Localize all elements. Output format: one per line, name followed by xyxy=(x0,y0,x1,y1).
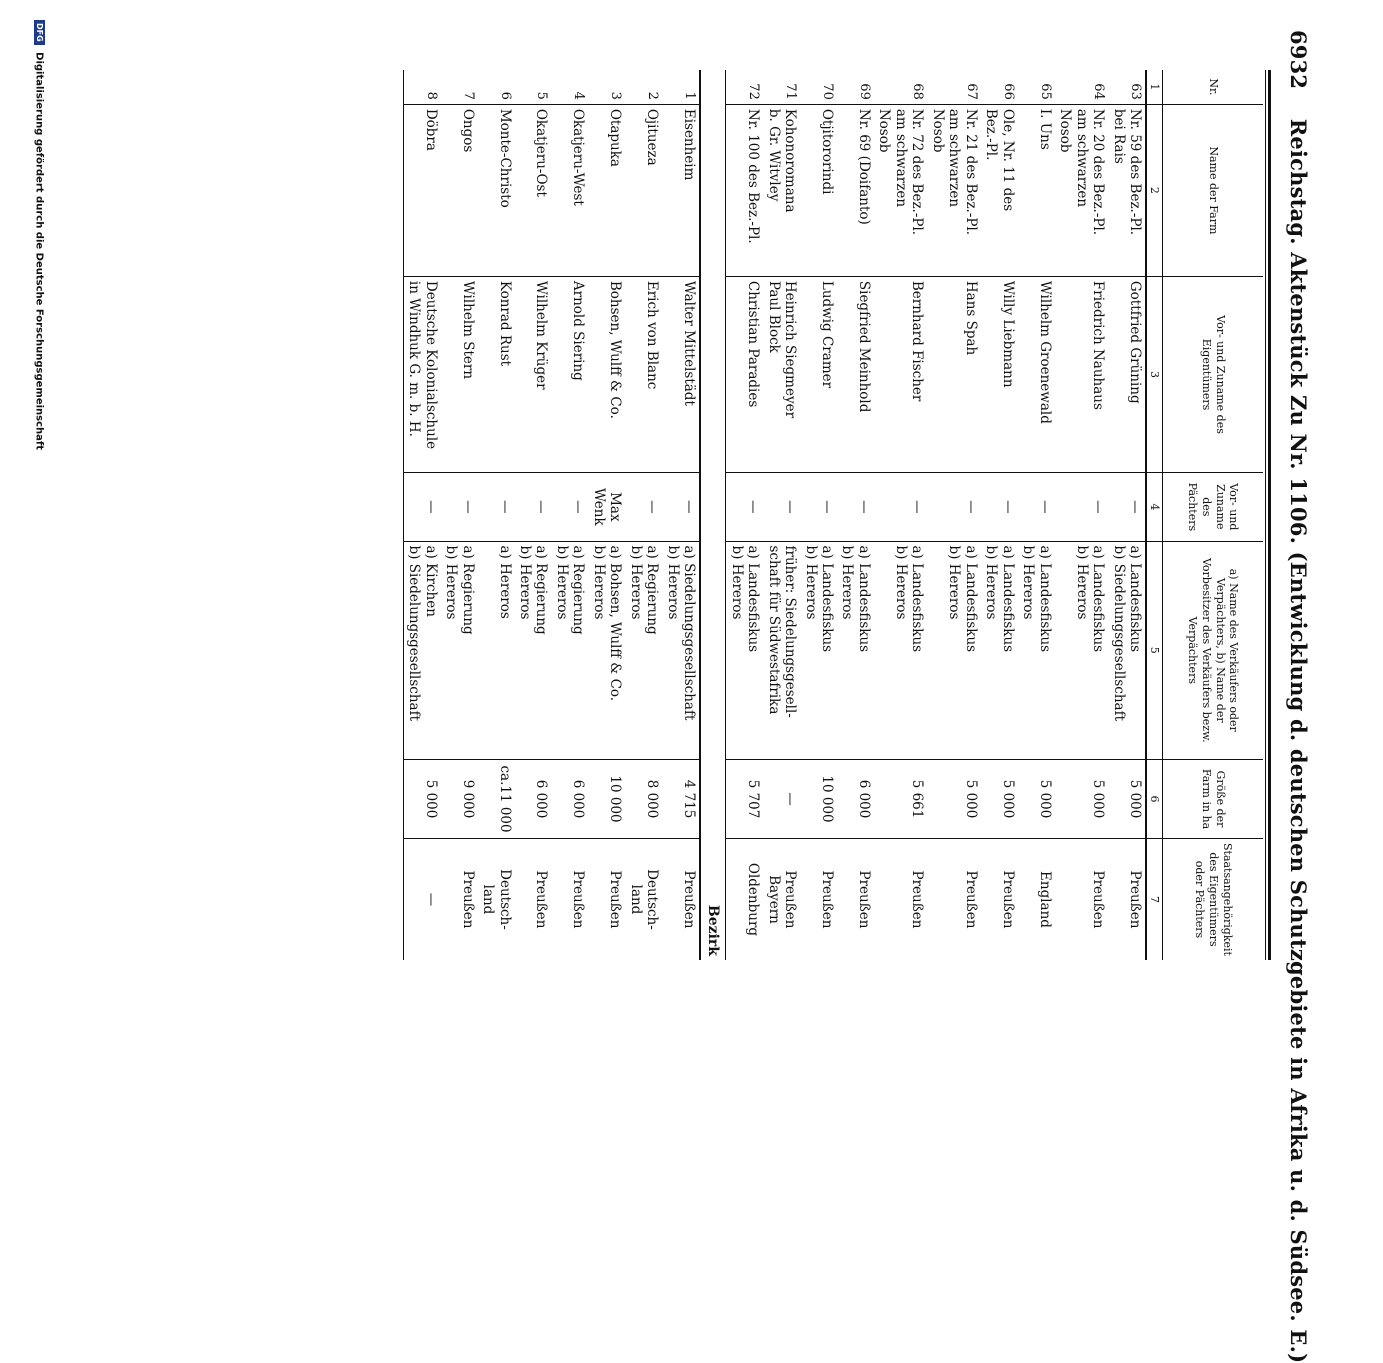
header-rule xyxy=(1268,70,1271,960)
seller-info xyxy=(874,541,927,760)
seller-info-line: b) Hereros xyxy=(664,545,681,620)
owner-name-line: Paul Block xyxy=(765,280,782,353)
owner-name xyxy=(662,276,700,472)
farm-name-line: Nosob xyxy=(1057,108,1074,153)
farm-name xyxy=(927,104,980,276)
seller-info xyxy=(515,541,552,760)
seller-info xyxy=(625,541,662,760)
farm-name xyxy=(625,104,662,276)
seller-info-line: schaft für Südwestafrika xyxy=(765,545,782,715)
owner-name-line: Wilhelm Stern xyxy=(459,280,476,380)
nationality-line: Preußen xyxy=(459,870,476,929)
page-header xyxy=(1286,30,1311,1363)
owner-name-line: Wilhelm Krüger xyxy=(533,280,550,390)
bezirk-label: Bezirk xyxy=(700,70,726,960)
nationality-line: Preußen xyxy=(681,870,698,929)
farm-size: 6 000 xyxy=(515,760,552,839)
farm-name xyxy=(662,104,700,276)
owner-name xyxy=(800,276,837,472)
farm-name xyxy=(478,104,515,276)
nationality xyxy=(981,838,1018,960)
nationality xyxy=(625,838,662,960)
nationality-line: England xyxy=(1036,871,1053,928)
seller-info-line: b) Hereros xyxy=(627,545,644,620)
tenant-name: — xyxy=(837,473,874,541)
seller-info xyxy=(403,541,440,760)
table-row xyxy=(763,70,800,960)
col-header-size: Größe der Farm in ha xyxy=(1163,760,1264,839)
seller-info-line: b) Hereros xyxy=(983,545,1000,620)
farm-name-line: Eisenheim xyxy=(681,108,698,181)
owner-name-line: in Windhuk G. m. b. H. xyxy=(406,280,423,437)
owner-name-line: Willy Liebmann xyxy=(999,280,1016,388)
table-row xyxy=(515,70,552,960)
farm-name-line: Nosob xyxy=(876,108,893,153)
nationality-line: Deutsch- xyxy=(496,869,513,930)
nationality-line: Deutsch- xyxy=(644,869,661,930)
tenant-name: — xyxy=(515,473,552,541)
col-number: 2 xyxy=(1146,104,1163,276)
table-row xyxy=(726,70,763,960)
nationality-line: Preußen xyxy=(607,870,624,929)
tenant-name: — xyxy=(1108,473,1146,541)
tenant-name: — xyxy=(1018,473,1055,541)
farm-size: 5 000 xyxy=(1108,760,1146,839)
nationality xyxy=(837,838,874,960)
seller-info-line: b) Hereros xyxy=(946,545,963,620)
nationality-line: Preußen xyxy=(1090,870,1107,929)
row-number: 2 xyxy=(645,91,661,100)
seller-info xyxy=(981,541,1018,760)
tenant-name: — xyxy=(662,473,700,541)
farm-size: 6 000 xyxy=(837,760,874,839)
seller-info xyxy=(763,541,800,760)
owner-name-line: Hans Spah xyxy=(962,280,979,356)
nationality-line: Preußen xyxy=(570,870,587,929)
nationality xyxy=(1018,838,1055,960)
farm-name xyxy=(726,104,763,276)
nationality xyxy=(927,838,980,960)
seller-info xyxy=(800,541,837,760)
seller-info xyxy=(1055,541,1108,760)
seller-info xyxy=(1108,541,1146,760)
owner-name xyxy=(874,276,927,472)
seller-info xyxy=(927,541,980,760)
owner-name xyxy=(837,276,874,472)
tenant-name: — xyxy=(763,473,800,541)
nationality xyxy=(1055,838,1108,960)
nationality-line: — xyxy=(422,892,439,907)
owner-name-line: Gottfried Grüning xyxy=(1127,280,1143,404)
row-number: 4 xyxy=(571,91,587,100)
owner-name-line: Konrad Rust xyxy=(496,280,513,367)
farm-name xyxy=(837,104,874,276)
owner-name-line: Ludwig Cramer xyxy=(819,280,836,389)
col-number: 6 xyxy=(1146,760,1163,839)
nationality xyxy=(874,838,927,960)
page-title: Reichstag. Aktenstück Zu Nr. 1106. (Entwicklung d. deutschen Schutzgebiete in Afrika u. d. Südsee. E.) xyxy=(1286,118,1311,1363)
table-row xyxy=(625,70,662,960)
row-number: 64 xyxy=(1091,83,1107,100)
column-number-row xyxy=(1146,70,1163,960)
farm-name-line: Kohonoromana xyxy=(782,108,799,213)
farm-name-line: Nr. 72 des Bez.-Pl. xyxy=(909,108,926,236)
farm-name-line: am schwarzen xyxy=(1073,108,1090,208)
farm-name-line: b. Gr. Witvley xyxy=(765,108,782,202)
table-row xyxy=(588,70,625,960)
seller-info-line: a) Landesfiskus xyxy=(1090,545,1107,653)
nationality-line: land xyxy=(627,884,644,915)
farm-name xyxy=(1055,104,1108,276)
tenant-name: — xyxy=(874,473,927,541)
owner-name xyxy=(588,276,625,472)
seller-info-line: b) Hereros xyxy=(839,545,856,620)
farm-name-line: Nr. 100 des Bez.-Pl. xyxy=(745,108,762,244)
nationality xyxy=(1108,838,1146,960)
seller-info-line: a) Regierung xyxy=(644,545,661,635)
owner-name xyxy=(981,276,1018,472)
owner-name-line: Erich von Blanc xyxy=(644,280,661,390)
seller-info-line: a) Landesfiskus xyxy=(1036,545,1053,653)
table-row xyxy=(478,70,515,960)
owner-name-line: Arnold Siering xyxy=(570,280,587,381)
col-number: 1 xyxy=(1146,70,1163,104)
row-number: 66 xyxy=(1000,83,1016,100)
seller-info-line: a) Landesfiskus xyxy=(1127,545,1143,653)
nationality xyxy=(478,838,515,960)
seller-info-line: b) Hereros xyxy=(553,545,570,620)
row-number: 69 xyxy=(856,83,872,100)
page-number: 6932 xyxy=(1286,30,1311,90)
digitization-credit xyxy=(34,20,46,980)
nationality xyxy=(441,838,478,960)
owner-name xyxy=(1018,276,1055,472)
table-row xyxy=(662,70,700,960)
farm-name-line: Nr. 20 des Bez.-Pl. xyxy=(1090,108,1107,236)
seller-info xyxy=(662,541,700,760)
owner-name xyxy=(551,276,588,472)
row-number: 3 xyxy=(608,91,624,100)
table-row xyxy=(800,70,837,960)
row-number: 71 xyxy=(783,83,799,100)
farm-name-line: Nr. 21 des Bez.-Pl. xyxy=(962,108,979,236)
farm-size: 4 715 xyxy=(662,760,700,839)
farm-size: — xyxy=(763,760,800,839)
farm-size: 5 000 xyxy=(403,760,440,839)
table-row xyxy=(1018,70,1055,960)
seller-info xyxy=(588,541,625,760)
owner-name xyxy=(478,276,515,472)
owner-name-line: Friedrich Nauhaus xyxy=(1090,280,1107,410)
tenant-name: — xyxy=(403,473,440,541)
farm-name xyxy=(1108,104,1146,276)
owner-name xyxy=(441,276,478,472)
tenant-name: Max Wenk xyxy=(588,473,625,541)
seller-info-line: b) Siedelungsgesellschaft xyxy=(1110,545,1127,721)
farm-name-line: Okatjeru-Ost xyxy=(533,108,550,197)
owner-name xyxy=(1108,276,1146,472)
credit-text: Digitalisierung gefördert durch die Deutsche Forschungsgemeinschaft xyxy=(33,52,45,451)
seller-info-line: b) Hereros xyxy=(1073,545,1090,620)
owner-name xyxy=(403,276,440,472)
nationality-line: Preußen xyxy=(819,870,836,929)
farm-name-line: I. Uns xyxy=(1036,108,1053,150)
farm-size: 10 000 xyxy=(588,760,625,839)
table-body-section-b xyxy=(403,70,700,960)
farm-name-line: Ongos xyxy=(459,108,476,153)
farm-size: 6 000 xyxy=(551,760,588,839)
farm-size: 5 000 xyxy=(927,760,980,839)
tenant-name: — xyxy=(800,473,837,541)
tenant-name: — xyxy=(1055,473,1108,541)
seller-info-line: b) Hereros xyxy=(802,545,819,620)
farm-size: 9 000 xyxy=(441,760,478,839)
seller-info-line: a) Regierung xyxy=(533,545,550,635)
seller-info-line: b) Hereros xyxy=(517,545,533,620)
nationality xyxy=(726,838,763,960)
owner-name-line: Deutsche Kolonialschule xyxy=(422,280,439,450)
table-row xyxy=(981,70,1018,960)
row-number: 67 xyxy=(963,83,979,100)
farm-size: 5 000 xyxy=(1055,760,1108,839)
row-number: 63 xyxy=(1128,83,1143,100)
seller-info xyxy=(551,541,588,760)
owner-name-line: Wilhelm Groenewald xyxy=(1036,280,1053,424)
owner-name xyxy=(625,276,662,472)
farm-name xyxy=(874,104,927,276)
seller-info-line: b) Siedelungsgesellschaft xyxy=(406,545,423,721)
farm-name xyxy=(441,104,478,276)
owner-name xyxy=(1055,276,1108,472)
nationality-line: Preußen xyxy=(909,870,926,929)
nationality-line: Preußen xyxy=(1127,870,1143,929)
owner-name-line: Walter Mittelstädt xyxy=(681,280,698,406)
col-number: 3 xyxy=(1146,276,1163,472)
tenant-name: — xyxy=(625,473,662,541)
seller-info xyxy=(478,541,515,760)
seller-info-line: b) Hereros xyxy=(728,545,745,620)
farm-name-line: am schwarzen xyxy=(892,108,909,208)
nationality-line: Preußen xyxy=(855,870,872,929)
nationality xyxy=(515,838,552,960)
seller-info-line: a) Landesfiskus xyxy=(962,545,979,653)
nationality xyxy=(763,838,800,960)
owner-name-line: Heinrich Siegmeyer xyxy=(782,280,799,419)
seller-info-line: a) Landesfiskus xyxy=(999,545,1016,653)
col-number: 5 xyxy=(1146,541,1163,760)
bezirk-row xyxy=(700,70,726,960)
nationality xyxy=(403,838,440,960)
seller-info-line: a) Regierung xyxy=(570,545,587,635)
owner-name-line: Christian Paradies xyxy=(745,280,762,408)
seller-info xyxy=(837,541,874,760)
owner-name-line: Bohsen, Wulff & Co. xyxy=(607,280,624,419)
farm-name-line: Nosob xyxy=(929,108,946,153)
seller-info xyxy=(726,541,763,760)
farm-name-line: bei Rais xyxy=(1110,108,1127,164)
row-number: 65 xyxy=(1037,83,1053,100)
farm-name-line: Bez.-Pl. xyxy=(983,108,1000,161)
farm-size: 5 707 xyxy=(726,760,763,839)
farm-name xyxy=(763,104,800,276)
header-rule-thin xyxy=(1265,70,1266,960)
seller-info-line: b) Hereros xyxy=(1020,545,1037,620)
farm-size: 8 000 xyxy=(625,760,662,839)
seller-info xyxy=(1018,541,1055,760)
nationality xyxy=(551,838,588,960)
dfg-logo: DFG xyxy=(34,20,45,45)
col-number: 4 xyxy=(1146,473,1163,541)
nationality-line: Bayern xyxy=(765,875,782,924)
owner-name-line: Bernhard Fischer xyxy=(909,280,926,402)
farm-name xyxy=(1018,104,1055,276)
table-body-section-a xyxy=(726,70,1146,960)
tenant-name: — xyxy=(981,473,1018,541)
nationality-line: Preußen xyxy=(533,870,550,929)
row-number: 72 xyxy=(726,70,763,104)
seller-info-line: a) Landesfiskus xyxy=(855,545,872,653)
farm-name xyxy=(588,104,625,276)
nationality-line: Preußen xyxy=(999,870,1016,929)
farm-size: 5 661 xyxy=(874,760,927,839)
nationality-line: Preußen xyxy=(782,870,799,929)
farm-name-line: Otapuka xyxy=(607,108,624,167)
farm-name xyxy=(403,104,440,276)
bezirk-divider xyxy=(700,70,726,960)
col-header-nationality: Staatsangehörigkeit des Eigentümers oder Pächters xyxy=(1163,838,1264,960)
col-number: 7 xyxy=(1146,838,1163,960)
seller-info-line: b) Hereros xyxy=(590,545,607,620)
owner-name-line: Siegfried Meinhold xyxy=(855,280,872,413)
table-row xyxy=(403,70,440,960)
nationality xyxy=(662,838,700,960)
seller-info-line: früher: Siedelungsgesell- xyxy=(782,545,799,718)
farm-size: ca.11 000 xyxy=(478,760,515,839)
seller-info xyxy=(441,541,478,760)
row-number: 6 xyxy=(497,91,513,100)
farm-name xyxy=(800,104,837,276)
table-row xyxy=(1055,70,1108,960)
tenant-name: — xyxy=(551,473,588,541)
table-row xyxy=(441,70,478,960)
farm-name-line: Okatjeru-West xyxy=(570,108,587,206)
farm-name-line: Nr. 59 des Bez.-Pl. xyxy=(1127,108,1143,236)
table-row xyxy=(927,70,980,960)
seller-info-line: a) Landesfiskus xyxy=(745,545,762,653)
farm-size: 10 000 xyxy=(800,760,837,839)
nationality xyxy=(800,838,837,960)
farm-name xyxy=(551,104,588,276)
seller-info-line: a) Bohsen, Wulff & Co. xyxy=(607,545,624,702)
row-number: 5 xyxy=(534,91,550,100)
table-row xyxy=(1108,70,1146,960)
farm-name-line: Döbra xyxy=(422,108,439,151)
farm-name-line: Monte-Christo xyxy=(496,108,513,208)
owner-name xyxy=(726,276,763,472)
table-row xyxy=(551,70,588,960)
tenant-name: — xyxy=(927,473,980,541)
nationality-line: land xyxy=(480,884,497,915)
col-header-nr: Nr. xyxy=(1206,78,1220,96)
tenant-name: — xyxy=(478,473,515,541)
farm-size: 5 000 xyxy=(1018,760,1055,839)
table-row xyxy=(837,70,874,960)
nationality-line: Oldenburg xyxy=(745,862,762,937)
nationality xyxy=(588,838,625,960)
table-header-row xyxy=(1163,70,1264,960)
farm-name xyxy=(981,104,1018,276)
farm-name xyxy=(515,104,552,276)
col-header-farm: Name der Farm xyxy=(1163,104,1264,276)
seller-info-line: a) Landesfiskus xyxy=(819,545,836,653)
row-number: 8 xyxy=(403,70,440,104)
table-row xyxy=(874,70,927,960)
nationality-line: Preußen xyxy=(962,870,979,929)
row-number: 68 xyxy=(910,83,926,100)
tenant-name: — xyxy=(726,473,763,541)
row-number: 1 xyxy=(682,91,698,100)
farm-name-line: Ojitueza xyxy=(644,108,661,166)
farm-name-line: Nr. 69 (Doifanto) xyxy=(855,108,872,225)
seller-info-line: b) Hereros xyxy=(892,545,909,620)
seller-info-line: b) Hereros xyxy=(443,545,460,620)
farm-size: 5 000 xyxy=(981,760,1018,839)
owner-name xyxy=(927,276,980,472)
farm-name-line: am schwarzen xyxy=(946,108,963,208)
farm-register-table xyxy=(403,70,1263,960)
owner-name xyxy=(763,276,800,472)
seller-info-line: a) Landesfiskus xyxy=(909,545,926,653)
row-number: 70 xyxy=(820,83,836,100)
row-number: 7 xyxy=(460,91,476,100)
col-header-tenant: Vor- und Zuname des Pächters xyxy=(1163,473,1264,541)
col-header-seller: a) Name des Verkäufers oder Verpächters, b) Name der Vorbesitzer des Verkäufers bezw. Verpächters xyxy=(1163,541,1264,760)
tenant-name: — xyxy=(441,473,478,541)
seller-info-line: a) Siedelungsgesellschaft xyxy=(681,545,698,721)
owner-name xyxy=(515,276,552,472)
seller-info-line: a) Kirchen xyxy=(422,545,439,617)
seller-info-line: a) Regierung xyxy=(459,545,476,635)
farm-name-line: Ole, Nr. 11 des xyxy=(999,108,1016,212)
seller-info-line: a) Hereros xyxy=(496,545,513,619)
col-header-owner: Vor- und Zuname des Eigentümers xyxy=(1163,276,1264,472)
farm-name-line: Otjitororindi xyxy=(819,108,836,195)
